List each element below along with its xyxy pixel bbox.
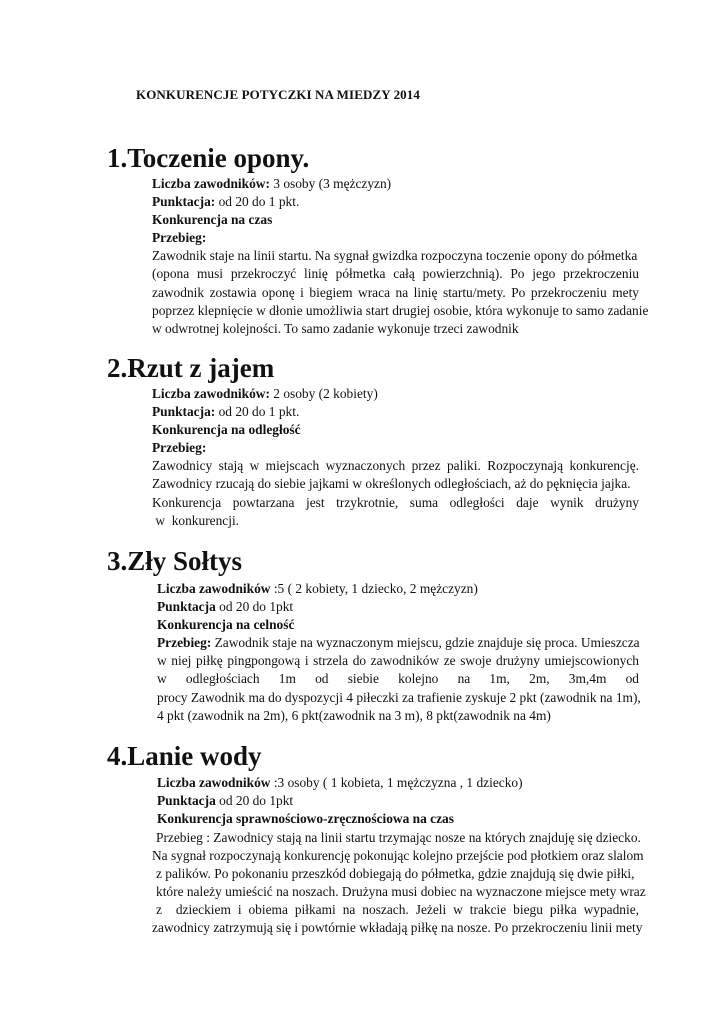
course-line: w niej piłkę pingpongową i strzela do zawodników ze swoje drużyny umiejscowionych — [157, 653, 639, 669]
scoring-value: od 20 do 1 pkt. — [215, 404, 300, 420]
course-line: Zawodnicy stają w miejscach wyznaczonych przez paliki. Rozpoczynają konkurencję. — [152, 458, 639, 474]
course-label: Przebieg: — [152, 440, 207, 456]
section-heading — [107, 740, 262, 772]
competition-type: Konkurencja sprawnościowo-zręcznościowa na czas — [157, 811, 454, 827]
section-title: Lanie wody — [127, 741, 262, 771]
competition-type: Konkurencja na odległość — [152, 422, 301, 438]
course-line: z dzieckiem i obiema piłkami na noszach. Jeżeli w trakcie biegu piłka wypadnie, — [156, 902, 639, 918]
players-value: :5 ( 2 kobiety, 1 dziecko, 2 mężczyzn) — [270, 581, 478, 596]
course-line: zawodnik zostawia oponę i biegiem wraca na linię startu/mety. Po przekroczeniu mety — [152, 284, 639, 300]
section-number: 1. — [107, 143, 128, 173]
course-line: Zawodnik staje na linii startu. Na sygnał gwizdka rozpoczyna toczenie opony do półmetka — [152, 248, 638, 264]
document-title: KONKURENCJE POTYCZKI NA MIEDZY 2014 — [136, 87, 420, 102]
course-line: Zawodnicy rzucają do siebie jajkami w określonych odległościach, aż do pęknięcia jajka. — [152, 476, 631, 492]
section-heading — [107, 545, 242, 577]
scoring-value: od 20 do 1 pkt. — [215, 194, 300, 210]
players-label: Liczba zawodników: — [152, 386, 270, 401]
course-label: Przebieg: — [152, 230, 207, 246]
players-line — [157, 580, 639, 598]
course-line: z palików. Po pokonaniu przeszkód dobiegają do półmetka, gdzie znajdują się dwie piłki, — [156, 866, 635, 882]
section-body — [152, 175, 649, 338]
course-line: 4 pkt (zawodnik na 2m), 6 pkt(zawodnik na 3 m), 8 pkt(zawodnik na 4m) — [157, 707, 551, 723]
scoring-label: Punktacja — [157, 793, 216, 809]
section-body — [157, 774, 639, 828]
course-label: Przebieg: — [157, 635, 212, 651]
competition-type: Konkurencja na czas — [152, 212, 273, 228]
course-line: Konkurencja powtarzana jest trzykrotnie, suma odległości daje wynik drużyny — [152, 494, 639, 510]
section-heading — [107, 352, 274, 384]
players-label: Liczba zawodników — [157, 581, 271, 596]
players-value: 2 osoby (2 kobiety) — [269, 386, 378, 401]
section-title: Toczenie opony. — [127, 143, 310, 173]
course-line: Przebieg : Zawodnicy stają na linii startu trzymając nosze na których znajduję się dziecko. — [156, 830, 641, 845]
course-line: w konkurencji. — [152, 512, 240, 528]
section-title: Rzut z jajem — [127, 353, 275, 383]
scoring-label: Punktacja: — [152, 194, 216, 210]
section-heading — [107, 142, 309, 174]
course-line: Na sygnał rozpoczynają konkurencję pokonując kolejno przejście pod płotkiem oraz slalom — [152, 848, 644, 864]
section-course — [152, 829, 646, 938]
scoring-line — [152, 403, 639, 421]
scoring-label: Punktacja: — [152, 404, 216, 420]
players-line — [152, 175, 639, 193]
scoring-value: od 20 do 1pkt — [215, 599, 294, 615]
section-body — [157, 580, 639, 725]
players-value: :3 osoby ( 1 kobieta, 1 mężczyzna , 1 dziecko) — [270, 775, 523, 790]
course-line: zawodnicy zatrzymują się i powtórnie wkładają piłkę na nosze. Po przekroczeniu linii mety — [152, 920, 643, 936]
scoring-line — [157, 598, 639, 616]
section-body — [152, 385, 639, 530]
section-number: 4. — [107, 741, 128, 771]
players-value: 3 osoby (3 mężczyzn) — [269, 176, 392, 191]
section-number: 3. — [107, 546, 128, 576]
section-number: 2. — [107, 353, 128, 383]
course-text: Zawodnik staje na wyznaczonym miejscu, gdzie znajduje się proca. Umieszcza — [211, 635, 640, 651]
course-line: poprzez klepnięcie w dłonie umożliwia start drugiej osobie, która wykonuje to samo zadanie — [152, 302, 649, 318]
course-line: które należy umieścić na noszach. Drużyna musi dobiec na wyznaczone miejsce mety wraz — [156, 884, 646, 900]
scoring-value: od 20 do 1pkt — [215, 793, 294, 809]
course-first-line — [157, 634, 639, 652]
section-title: Zły Sołtys — [127, 546, 243, 576]
competition-type: Konkurencja na celność — [157, 617, 295, 633]
course-line: (opona musi przekroczyć linię półmetka całą powierzchnią). Po jego przekroczeniu — [152, 266, 639, 282]
players-label: Liczba zawodników: — [152, 176, 270, 191]
scoring-line — [152, 193, 639, 211]
course-line: w odwrotnej kolejności. To samo zadanie wykonuje trzeci zawodnik — [152, 320, 519, 336]
players-label: Liczba zawodników — [157, 775, 271, 790]
course-line: w odległościach 1m od siebie kolejno na 1m, 2m, 3m,4m od — [157, 671, 639, 687]
scoring-label: Punktacja — [157, 599, 216, 615]
players-line — [152, 385, 639, 403]
course-line: procy Zawodnik ma do dyspozycji 4 piłeczki za trafienie zyskuje 2 pkt (zawodnik na 1m), — [157, 689, 641, 705]
scoring-line — [157, 792, 639, 810]
players-line — [157, 774, 639, 792]
